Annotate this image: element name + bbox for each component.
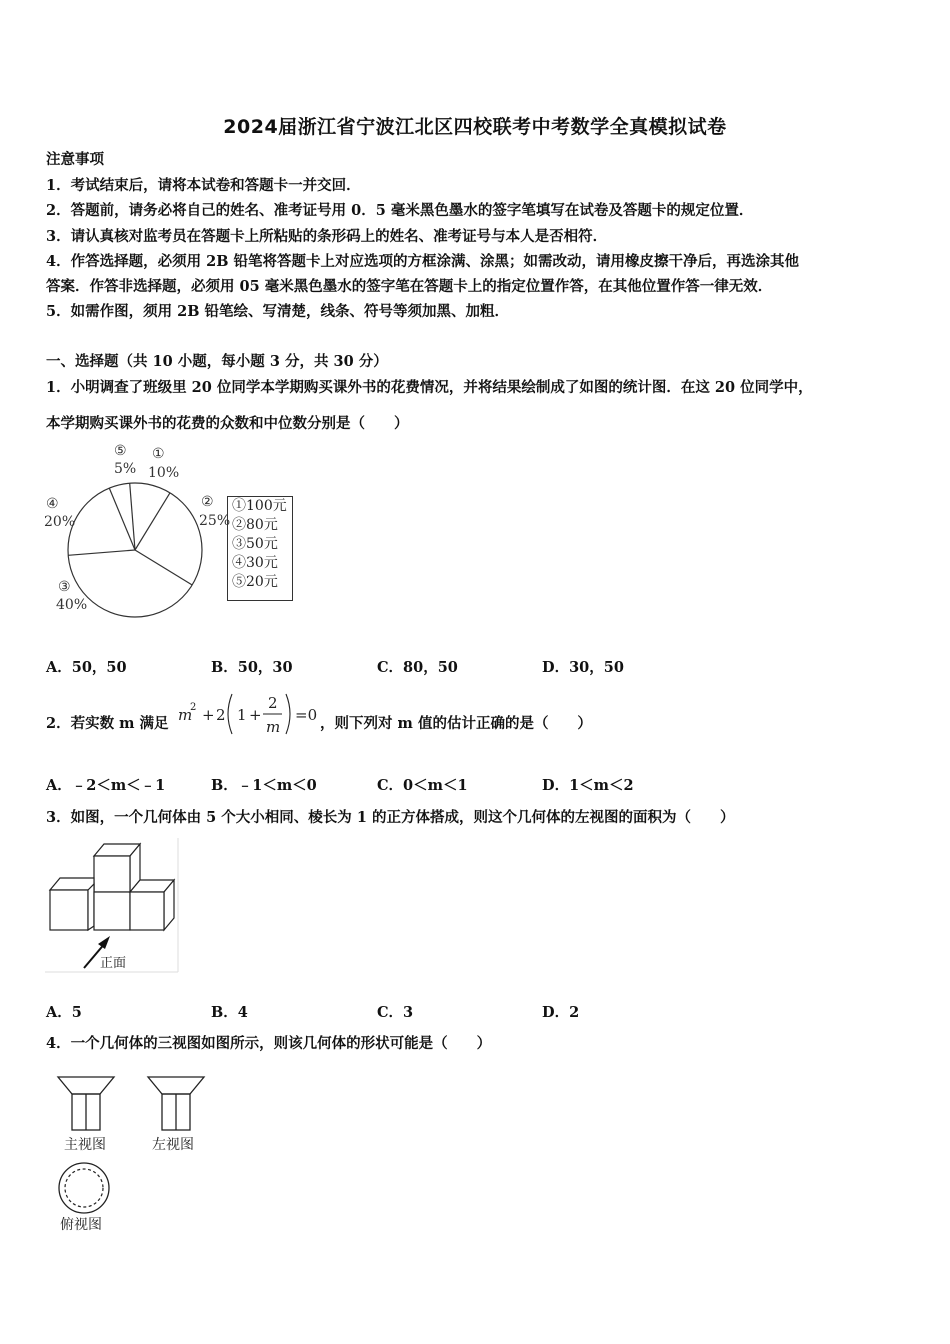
left-cube-side-face: [88, 884, 94, 930]
q3-option-a[interactable]: A．5: [46, 1004, 82, 1021]
pie-label-2-pct: 25%: [199, 513, 231, 529]
pie-label-4-symbol: ④: [46, 496, 59, 512]
pie-slice-boundary-3: [135, 550, 192, 585]
q1-option-a[interactable]: A．50，50: [46, 659, 127, 676]
pie-label-5-pct: 5%: [114, 461, 137, 477]
q2-option-a[interactable]: A．﹣2＜m＜﹣1: [46, 777, 166, 794]
notice-item-2: 2．答题前，请务必将自己的姓名、准考证号用 0．5 毫米黑色墨水的签字笔填写在试卷及答题卡的规定位置．: [46, 202, 754, 219]
q4-top-view-drawing: [56, 1160, 112, 1216]
q2-text-prefix: 2．若实数 m 满足: [46, 715, 169, 732]
notice-item-5: 5．如需作图，须用 2B 铅笔绘、写清楚，线条、符号等须加黑、加粗．: [46, 303, 510, 320]
q1-text-line1: 1．小明调查了班级里 20 位同学本学期购买课外书的花费情况，并将结果绘制成了如图的统计图．在这 20 位同学中，: [46, 379, 813, 396]
left-cube-front-face: [50, 890, 88, 930]
q3-option-d[interactable]: D．2: [542, 1004, 580, 1021]
top-cube-front-face: [94, 856, 130, 892]
legend-item-2: ②80元: [232, 517, 278, 533]
right-cube-front-face: [130, 892, 164, 930]
q4-side-view-label: 左视图: [152, 1137, 194, 1153]
q2-option-c[interactable]: C．0＜m＜1: [377, 777, 468, 794]
formula-exponent: 2: [190, 702, 197, 713]
pie-label-1-symbol: ①: [152, 446, 165, 462]
q1-option-b[interactable]: B．50，30: [211, 659, 293, 676]
legend-item-5: ⑤20元: [232, 574, 278, 590]
pie-legend: [227, 496, 293, 601]
q2-option-b[interactable]: B．﹣1＜m＜0: [211, 777, 317, 794]
formula-one: 1: [237, 706, 247, 724]
section-heading: 一、选择题（共 10 小题，每小题 3 分，共 30 分）: [46, 353, 388, 370]
formula-left-paren: [228, 694, 232, 734]
q4-text: 4．一个几何体的三视图如图所示，则该几何体的形状可能是（ ）: [46, 1035, 492, 1052]
q2-option-d[interactable]: D．1＜m＜2: [542, 777, 634, 794]
q4-top-view-label: 俯视图: [60, 1217, 102, 1233]
front-arrow-head: [98, 936, 110, 949]
formula-coefficient: 2: [216, 706, 226, 724]
q3-option-b[interactable]: B．4: [211, 1004, 248, 1021]
pie-slice-boundary-4: [68, 550, 135, 555]
q3-front-label: 正面: [100, 956, 127, 971]
pie-slice-boundary-2: [135, 493, 170, 550]
pie-slice-dividers: [68, 483, 192, 585]
q4-front-view-label: 主视图: [64, 1137, 106, 1153]
q1-option-d[interactable]: D．30，50: [542, 659, 624, 676]
pie-label-4-pct: 20%: [44, 514, 76, 530]
page-title: 2024届浙江省宁波江北区四校联考中考数学全真模拟试卷: [223, 116, 727, 138]
formula-plus-2: +: [249, 706, 262, 724]
formula-numerator: 2: [268, 694, 278, 712]
legend-item-3: ③50元: [232, 536, 278, 552]
formula-plus: +: [202, 706, 215, 724]
notice-heading: 注意事项: [46, 151, 104, 168]
middle-cube-front-face: [94, 892, 130, 930]
q3-option-c[interactable]: C．3: [377, 1004, 414, 1021]
formula-right-paren: [286, 694, 290, 734]
notice-item-4-cont: 答案．作答非选择题，必须用 05 毫米黑色墨水的签字笔在答题卡上的指定位置作答，在其他位置作答一律无效．: [46, 278, 773, 295]
notice-item-3: 3．请认真核对监考员在答题卡上所粘贴的条形码上的姓名、准考证号与本人是否相符．: [46, 228, 608, 245]
q1-text-line2: 本学期购买课外书的花费的众数和中位数分别是（ ）: [46, 415, 409, 432]
pie-label-5-symbol: ⑤: [114, 443, 127, 459]
pie-label-1-pct: 10%: [148, 465, 180, 481]
q4-front-view-drawing: [54, 1074, 118, 1134]
formula-m: m: [178, 706, 193, 724]
legend-item-1: ①100元: [232, 498, 287, 514]
pie-label-3-symbol: ③: [58, 579, 71, 595]
q3-text: 3．如图，一个几何体由 5 个大小相同、棱长为 1 的正方体搭成，则这个几何体的左视图的面积为（ ）: [46, 809, 735, 826]
q2-formula: [174, 688, 324, 740]
notice-item-1: 1．考试结束后，请将本试卷和答题卡一并交回．: [46, 177, 361, 194]
pie-label-2-symbol: ②: [201, 494, 214, 510]
pie-label-3-pct: 40%: [56, 597, 88, 613]
legend-item-4: ④30元: [232, 555, 278, 571]
left-cube-top-face: [50, 878, 94, 890]
notice-item-4: 4．作答选择题，必须用 2B 铅笔将答题卡上对应选项的方框涂满、涂黑；如需改动，请用橡皮擦干净后，再选涂其他: [46, 253, 800, 270]
formula-denominator: m: [266, 718, 281, 736]
q4-side-view-drawing: [144, 1074, 208, 1134]
q1-option-c[interactable]: C．80，50: [377, 659, 458, 676]
formula-equals-zero: =0: [295, 706, 318, 724]
q2-text-suffix: ，则下列对 m 值的估计正确的是（ ）: [320, 715, 592, 732]
